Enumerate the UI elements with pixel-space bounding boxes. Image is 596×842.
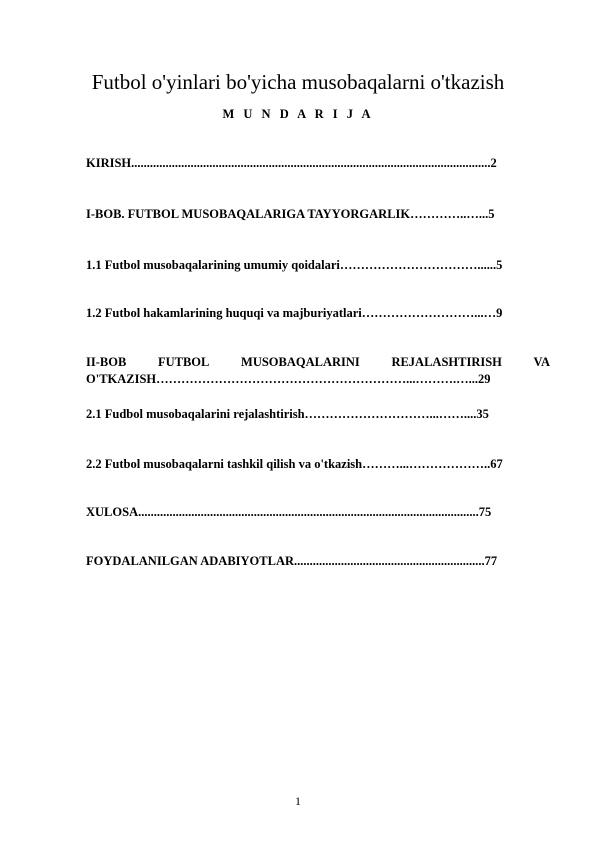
toc-entry-section-2-2[interactable]: 2.2 Futbol musobaqalarni tashkil qilish va o'tkazish………...………………..67 xyxy=(86,457,503,471)
toc-entry-section-2-1[interactable]: 2.1 Fudbol musobaqalarini rejalashtirish…………………………...……....35 xyxy=(86,407,489,421)
toc-entry-kirish[interactable]: KIRISH...................................................................................................................2 xyxy=(86,156,497,170)
toc-entry-section-1-1[interactable]: 1.1 Futbol musobaqalarining umumiy qoidalari……………………………......5 xyxy=(86,258,503,272)
toc-word: MUSOBAQALARINI xyxy=(241,355,360,369)
toc-word: FUTBOL xyxy=(157,355,210,369)
document-title: Futbol o'yinlari bo'yicha musobaqalarni o'tkazish xyxy=(91,70,505,94)
toc-entry-xulosa[interactable]: XULOSA.............................................................................................................75 xyxy=(86,505,492,519)
toc-word: VA xyxy=(533,355,550,369)
toc-entry-chapter-2-heading[interactable] xyxy=(86,354,550,370)
toc-entry-chapter-1[interactable]: I-BOB. FUTBOL MUSOBAQALARIGA TAYYORGARLIK…………..…...5 xyxy=(86,207,495,221)
toc-word: II-BOB xyxy=(86,355,127,369)
contents-heading: M U N D A R I J A xyxy=(222,107,374,121)
toc-entry-section-1-2[interactable]: 1.2 Futbol hakamlarining huquqi va majburiyatlari………………………...…9 xyxy=(86,306,503,320)
toc-word: REJALASHTIRISH xyxy=(391,355,502,369)
page-number: 1 xyxy=(295,794,301,808)
toc-entry-references[interactable]: FOYDALANILGAN ADABIYOTLAR.............................................................77 xyxy=(86,554,498,568)
toc-entry-chapter-2[interactable]: O'TKAZISH……………………………………………………...……….…...29 xyxy=(86,372,491,386)
